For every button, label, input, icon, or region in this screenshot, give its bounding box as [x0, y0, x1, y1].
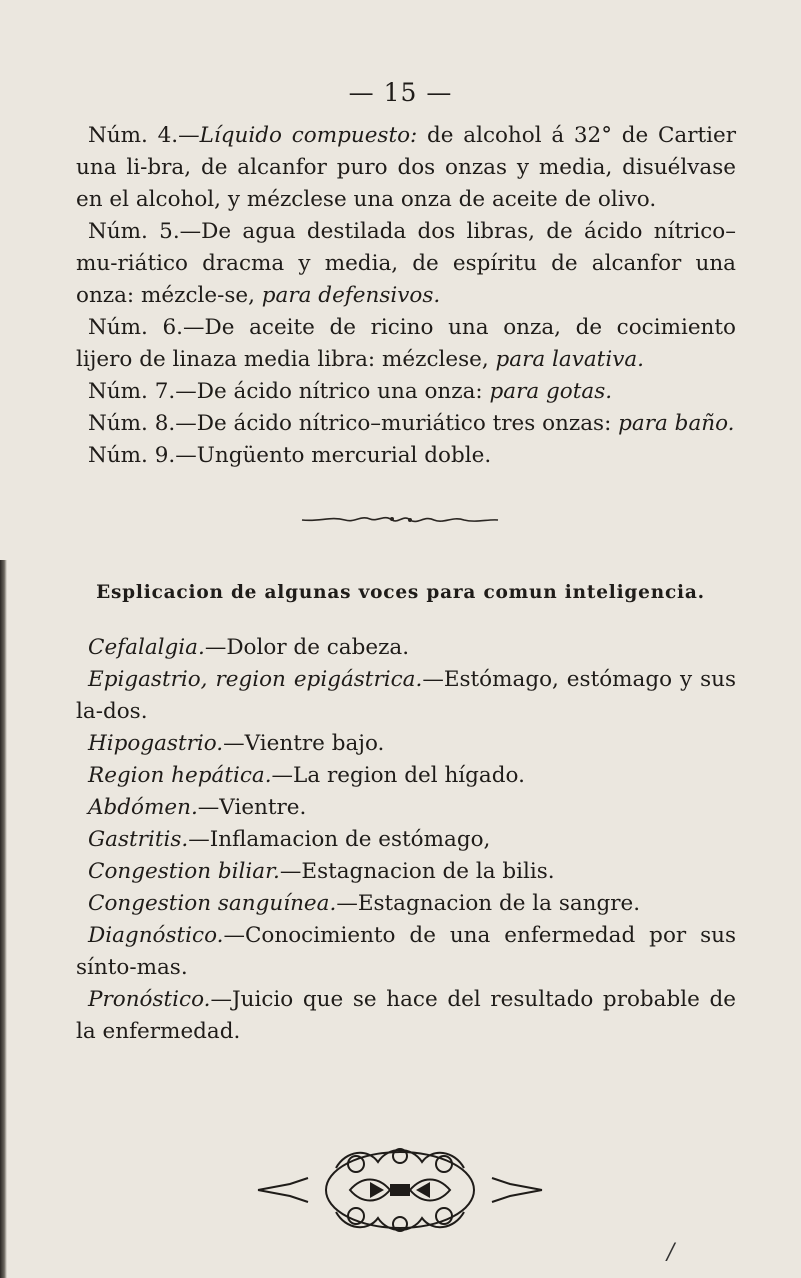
glossary-term: Diagnóstico. [88, 923, 224, 948]
recipe-5 [76, 216, 736, 312]
recipe-text: De agua destilada dos libras, de ácido nítrico–mu-riático dracma y media, de espíritu de alcanfor una onza: mézcle-se, [76, 219, 736, 308]
recipe-7 [76, 376, 736, 408]
recipe-text: De ácido nítrico una onza: [196, 379, 490, 404]
recipe-italic: para gotas. [489, 379, 613, 404]
glossary-def: —Vientre bajo. [223, 731, 385, 756]
glossary-entry [76, 856, 736, 888]
recipe-italic: para defensivos. [261, 283, 441, 308]
glossary-def: —Dolor de cabeza. [204, 635, 410, 660]
recipe-8 [76, 408, 736, 440]
recipe-lead: Núm. 4.— [88, 123, 200, 148]
recipe-lead: Núm. 8.— [88, 411, 197, 436]
recipe-9 [76, 440, 736, 472]
glossary-term: Region hepática. [88, 763, 272, 788]
recipe-italic: para baño. [618, 411, 735, 436]
glossary-entry [76, 664, 736, 728]
glossary-def: —Estómago, estómago y sus la-dos. [76, 667, 737, 724]
glossary-entry [76, 632, 736, 664]
glossary-def: —Juicio que se hace del resultado probable de la enfermedad. [76, 987, 736, 1044]
glossary-def: —Conocimiento de una enfermedad por sus sínto-mas. [76, 923, 736, 980]
glossary-def: —Vientre. [197, 795, 307, 820]
glossary-entry [76, 984, 736, 1048]
recipe-6 [76, 312, 736, 376]
recipe-lead: Núm. 6.— [88, 315, 205, 340]
glossary-term: Pronóstico. [88, 987, 211, 1012]
glossary-entry [76, 792, 736, 824]
glossary-term: Congestion sanguínea. [88, 891, 337, 916]
glossary-entry [76, 728, 736, 760]
glossary-def: —Estagnacion de la bilis. [279, 859, 555, 884]
page-number: — 15 — [348, 78, 453, 107]
recipe-4 [76, 120, 736, 216]
ornament-divider [300, 510, 500, 530]
recipe-text: De aceite de ricino una onza, de cocimiento lijero de linaza media libra: mézclese, [76, 315, 736, 372]
recipe-italic: Líquido compuesto: [199, 123, 418, 148]
page-edge-shadow [0, 560, 7, 1278]
glossary-entry [76, 888, 736, 920]
glossary-def: —Inflamacion de estómago, [188, 827, 491, 852]
recipe-lead: Núm. 5.— [88, 219, 202, 244]
glossary-term: Abdómen. [88, 795, 198, 820]
recipe-text: de alcohol á 32° de Cartier una li-bra, de alcanfor puro dos onzas y media, disuélvase en el alcohol, y mézclese una onza de aceite de olivo. [76, 123, 737, 212]
glossary-term: Cefalalgia. [88, 635, 205, 660]
recipe-lead: Núm. 9.— [88, 443, 197, 468]
recipe-italic: para lavativa. [495, 347, 644, 372]
glossary-term: Congestion biliar. [88, 859, 280, 884]
glossary-entry [76, 824, 736, 856]
glossary-term: Gastritis. [88, 827, 189, 852]
recipe-lead: Núm. 7.— [88, 379, 197, 404]
recipe-text: De ácido nítrico–muriático tres onzas: [196, 411, 619, 436]
glossary-def: —La region del hígado. [271, 763, 525, 788]
glossary-term: Hipogastrio. [88, 731, 224, 756]
glossary-entry [76, 920, 736, 984]
glossary-term: Epigastrio, region epigástrica. [88, 667, 423, 692]
stray-mark: / [667, 1240, 675, 1265]
glossary-def: —Estagnacion de la sangre. [336, 891, 641, 916]
ornament-tailpiece [250, 1138, 550, 1238]
section-title: Esplicacion de algunas voces para comun inteligencia. [96, 582, 705, 603]
recipe-text: Ungüento mercurial doble. [196, 443, 492, 468]
glossary-entry [76, 760, 736, 792]
